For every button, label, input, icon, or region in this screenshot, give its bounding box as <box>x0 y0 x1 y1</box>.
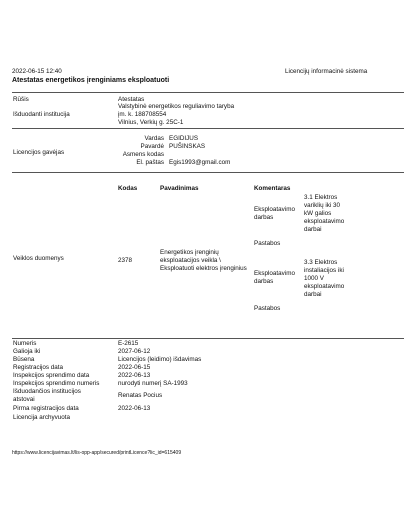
comment-detail: darbai <box>304 226 322 233</box>
comment-detail: variklių iki 30 <box>304 202 341 209</box>
holder-last-name: PUŠINSKAS <box>169 143 206 150</box>
divider <box>12 172 404 173</box>
issuer-name: Valstybinė energetikos reguliavimo taryba <box>118 103 235 110</box>
comment-detail: eksploatavimo <box>304 218 345 225</box>
rusis-label: Rūšis <box>13 96 29 103</box>
holder-first-name: EGIDIJUS <box>169 135 199 142</box>
comment-detail: 1000 V <box>304 275 324 282</box>
holder-field-label: Asmens kodas <box>122 151 164 158</box>
holder-field-label: Pavardė <box>140 143 164 150</box>
rusis-value: Atestatas <box>118 96 145 103</box>
issuer-representatives: Renatas Pocius <box>118 392 163 399</box>
divider <box>12 128 404 129</box>
comment-notes: Pastabos <box>254 240 281 247</box>
detail-label: atstovai <box>13 396 35 403</box>
col-comment-header: Komentaras <box>254 185 291 192</box>
comment-detail: darbai <box>304 291 322 298</box>
divider <box>12 338 404 339</box>
comment-type: Eksploatavimo <box>254 270 295 277</box>
holder-email: Egis1993@gmail.com <box>169 159 231 166</box>
comment-detail: instaliacijos iki <box>304 267 344 274</box>
system-name: Licencijų informacinė sistema <box>285 68 368 75</box>
first-registration-date: 2022-06-13 <box>118 405 151 412</box>
detail-label: Registracijos data <box>13 364 64 371</box>
registration-date: 2022-06-15 <box>118 364 151 371</box>
page-title: Atestatas energetikos įrenginiams eksploatuoti <box>12 77 170 84</box>
detail-label: Pirma registracijos data <box>13 405 79 412</box>
col-name-header: Pavadinimas <box>160 185 199 192</box>
inspection-decision-number: nurodyti numerį SA-1993 <box>118 380 188 387</box>
valid-until: 2027-06-12 <box>118 348 151 355</box>
footer-url: https://www.licencijavimas.lt/lis-opp-app/secured/printLicence?lic_id=615409 <box>12 450 182 456</box>
divider <box>12 92 404 93</box>
holder-field-label: Vardas <box>144 135 164 142</box>
comment-notes: Pastabos <box>254 305 281 312</box>
activity-name: Eksploatuoti elektros įrenginius <box>160 265 247 272</box>
activity-label: Veiklos duomenys <box>13 255 64 262</box>
comment-type: Eksploatavimo <box>254 206 295 213</box>
comment-detail: 3.3 Elektros <box>304 259 338 266</box>
activity-code: 2378 <box>118 257 133 264</box>
detail-label: Išduodančios institucijos <box>13 388 81 395</box>
comment-detail: eksploatavimo <box>304 283 345 290</box>
col-code-header: Kodas <box>118 185 138 192</box>
comment-detail: 3.1 Elektros <box>304 194 338 201</box>
comment-detail: kW galios <box>304 210 332 217</box>
licence-status: Licencijos (leidimo) išdavimas <box>118 356 202 363</box>
inspection-decision-date: 2022-06-13 <box>118 372 151 379</box>
detail-label: Galioja iki <box>13 348 41 355</box>
detail-label: Būsena <box>13 356 35 363</box>
issuer-label: Išduodanti institucija <box>13 111 70 118</box>
comment-type: darbas <box>254 278 274 285</box>
detail-label: Numeris <box>13 340 37 347</box>
issuer-address: Vilnius, Verkių g. 25C-1 <box>118 119 184 126</box>
licence-number: E-2615 <box>118 340 139 347</box>
detail-label: Inspekcijos sprendimo data <box>13 372 90 379</box>
print-datetime: 2022-06-15 12:40 <box>12 68 62 75</box>
activity-name: Energetikos įrenginių <box>160 249 219 256</box>
detail-label: Inspekcijos sprendimo numeris <box>13 380 100 387</box>
holder-field-label: El. paštas <box>136 159 164 166</box>
comment-type: darbas <box>254 214 274 221</box>
holder-label: Licencijos gavėjas <box>13 149 65 156</box>
detail-label: Licencija archyvuota <box>13 414 71 421</box>
issuer-code: įm. k. 188708554 <box>118 111 167 118</box>
activity-name: eksploatacijos veikla \ <box>160 257 221 264</box>
